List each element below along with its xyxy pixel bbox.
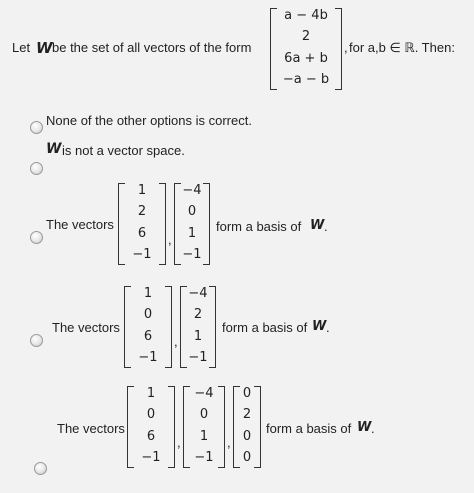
vector-entry: −1 (194, 450, 214, 465)
vector-entry: 0 (143, 307, 153, 322)
vector-entry: 1 (193, 329, 203, 344)
option-4-vector-2 (180, 286, 216, 368)
option-5-vector-1 (127, 386, 175, 468)
question-let: Let (12, 40, 31, 55)
option-5-period: . (371, 421, 375, 436)
vector-entry: −1 (188, 350, 208, 365)
option-4-vector-1 (124, 286, 172, 368)
vector-entry: 1 (137, 183, 147, 198)
vector-entry: −1 (141, 450, 161, 465)
option-5-prefix: The vectors (57, 421, 125, 436)
option-4-prefix: The vectors (52, 320, 120, 335)
vector-entry: −1 (138, 350, 158, 365)
vector-entry: 2 (193, 307, 203, 322)
vector-entry: 2 (301, 29, 311, 44)
option-5-suffix: form a basis of (266, 421, 352, 436)
option-5-vector-3 (233, 386, 261, 468)
vector-entry: 0 (242, 386, 252, 401)
question-condition: for a,b ∈ ℝ. Then: (349, 40, 455, 55)
vector-entry: −a − b (282, 72, 330, 87)
vector-comma: , (174, 334, 178, 349)
vector-entry: a − 4b (284, 8, 328, 23)
vector-entry: 0 (242, 450, 252, 465)
vector-entry: 2 (242, 407, 252, 422)
vector-entry: 6 (137, 226, 147, 241)
option-3-suffix: form a basis of (216, 219, 302, 234)
vector-entry: 1 (143, 286, 153, 301)
vector-entry: −4 (182, 183, 202, 198)
option-1-text: None of the other options is correct. (46, 113, 252, 128)
vector-entry: 6 (146, 429, 156, 444)
vector-entry: 6a + b (284, 51, 328, 66)
question-set-text: be the set of all vectors of the form (52, 40, 252, 55)
vector-entry: 2 (137, 204, 147, 219)
option-3-vector-2 (174, 183, 210, 265)
option-2-radio[interactable] (30, 162, 43, 175)
option-3-prefix: The vectors (46, 217, 114, 232)
option-3-W: W (310, 218, 325, 233)
vector-entry: 0 (242, 429, 252, 444)
option-3-period: . (324, 219, 328, 234)
option-4-suffix: form a basis of (222, 320, 308, 335)
option-4-radio[interactable] (30, 334, 43, 347)
vector-entry: 1 (199, 429, 209, 444)
vector-entry: 1 (146, 386, 156, 401)
option-2-text: is not a vector space. (62, 143, 185, 158)
vector-entry: 0 (146, 407, 156, 422)
option-5-vector-2 (183, 386, 225, 468)
option-5-radio[interactable] (34, 462, 47, 475)
vector-entry: −4 (194, 386, 214, 401)
option-3-vector-1 (118, 183, 166, 265)
option-2-W: W (46, 141, 62, 157)
option-3-radio[interactable] (30, 231, 43, 244)
vector-comma: , (227, 435, 231, 450)
option-4-period: . (326, 320, 330, 335)
option-5-W: W (357, 420, 372, 435)
vector-comma: , (168, 232, 172, 247)
vector-entry: −4 (188, 286, 208, 301)
vector-entry: 1 (187, 226, 197, 241)
question-vector (270, 8, 342, 90)
vector-entry: −1 (132, 247, 152, 262)
question-comma: , (344, 40, 348, 55)
option-1-radio[interactable] (30, 121, 43, 134)
vector-entry: 6 (143, 329, 153, 344)
vector-entry: 0 (199, 407, 209, 422)
vector-comma: , (177, 435, 181, 450)
vector-entry: 0 (187, 204, 197, 219)
question-W: W (36, 39, 53, 57)
vector-entry: −1 (182, 247, 202, 262)
option-4-W: W (312, 319, 327, 334)
